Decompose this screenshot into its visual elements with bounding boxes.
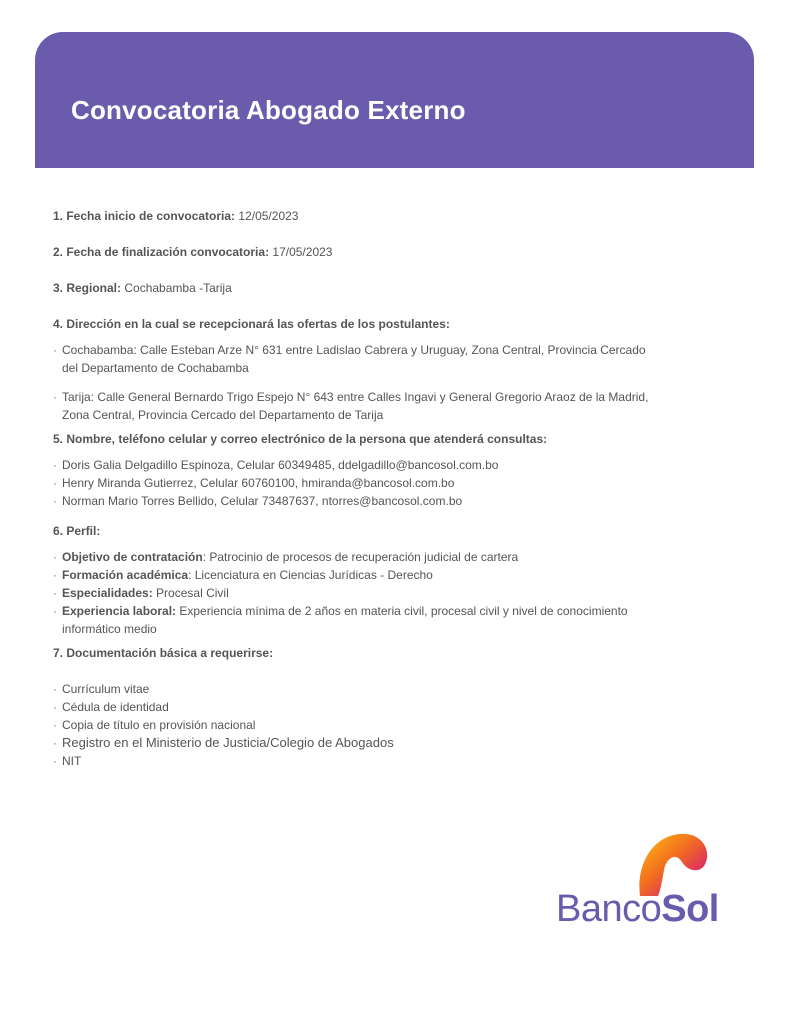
bullet: · — [53, 343, 57, 357]
profile-value: : Patrocinio de procesos de recuperación judicial de cartera — [202, 550, 519, 564]
section-label: 5. Nombre, teléfono celular y correo electrónico de la persona que atenderá consultas: — [53, 432, 548, 446]
list-item — [53, 566, 653, 584]
profile-value: Procesal Civil — [152, 586, 229, 600]
section-label: 2. Fecha de finalización convocatoria: — [53, 245, 270, 259]
section-label: 6. Perfil: — [53, 524, 101, 538]
section-end-date — [53, 243, 653, 261]
document-item: Registro en el Ministerio de Justicia/Colegio de Abogados — [62, 735, 394, 750]
section-value: Cochabamba -Tarija — [124, 281, 232, 295]
bullet: · — [53, 494, 57, 508]
bullet: · — [53, 754, 57, 768]
list-item — [53, 716, 653, 734]
section-label: 7. Documentación básica a requerirse: — [53, 646, 274, 660]
logo-text-banco: Banco — [556, 888, 662, 930]
bancosol-logo — [556, 830, 741, 935]
bullet: · — [53, 586, 57, 600]
section-label: 1. Fecha inicio de convocatoria: — [53, 209, 236, 223]
bullet: · — [53, 604, 57, 618]
list-item — [53, 680, 653, 698]
list-item — [53, 602, 653, 638]
profile-label: Formación académica — [62, 568, 189, 582]
contact-item: Henry Miranda Gutierrez, Celular 60760100, hmiranda@bancosol.com.bo — [62, 476, 455, 490]
header-banner — [35, 32, 754, 168]
list-item — [53, 456, 653, 474]
document-item: Copia de título en provisión nacional — [62, 718, 256, 732]
document-item: Currículum vitae — [62, 682, 150, 696]
bullet: · — [53, 390, 57, 404]
document-item: Cédula de identidad — [62, 700, 169, 714]
bullet: · — [53, 718, 57, 732]
bullet: · — [53, 550, 57, 564]
bullet: · — [53, 476, 57, 490]
list-item — [53, 548, 653, 566]
section-label: 4. Dirección en la cual se recepcionará las ofertas de los postulantes: — [53, 317, 450, 331]
section-profile — [53, 522, 653, 638]
section-address — [53, 315, 653, 424]
list-item — [53, 698, 653, 716]
document-item: NIT — [62, 754, 82, 768]
logo-text-sol: Sol — [661, 888, 719, 930]
list-item — [53, 752, 653, 770]
list-item — [53, 341, 653, 377]
list-item — [53, 388, 653, 424]
section-documents — [53, 644, 653, 770]
bullet: · — [53, 458, 57, 472]
list-item — [53, 492, 653, 510]
bullet: · — [53, 736, 57, 750]
profile-label: Experiencia laboral: — [62, 604, 177, 618]
address-tarija: Tarija: Calle General Bernardo Trigo Espejo N° 643 entre Calles Ingavi y General Gregorio Araoz de la Madrid, Zona Central, Provincia Cercado del Departamento de Tarija — [62, 390, 649, 422]
contact-item: Doris Galia Delgadillo Espinoza, Celular 60349485, ddelgadillo@bancosol.com.bo — [62, 458, 499, 472]
section-value: 12/05/2023 — [238, 209, 299, 223]
contact-item: Norman Mario Torres Bellido, Celular 73487637, ntorres@bancosol.com.bo — [62, 494, 463, 508]
list-item — [53, 584, 653, 602]
section-value: 17/05/2023 — [272, 245, 333, 259]
profile-label: Especialidades: — [62, 586, 153, 600]
section-label: 3. Regional: — [53, 281, 122, 295]
bullet: · — [53, 568, 57, 582]
section-regional — [53, 279, 653, 297]
list-item — [53, 474, 653, 492]
bullet: · — [53, 682, 57, 696]
section-start-date — [53, 207, 653, 225]
logo-text — [556, 888, 719, 931]
document-body — [53, 207, 653, 770]
profile-value: : Licenciatura en Ciencias Jurídicas - Derecho — [188, 568, 433, 582]
bullet: · — [53, 700, 57, 714]
page-title: Convocatoria Abogado Externo — [71, 95, 466, 125]
section-contacts — [53, 430, 653, 510]
profile-value: Experiencia mínima de 2 años en materia civil, procesal civil y nivel de conocimiento informático medio — [62, 604, 628, 636]
list-item — [53, 734, 653, 752]
address-cochabamba: Cochabamba: Calle Esteban Arze N° 631 entre Ladislao Cabrera y Uruguay, Zona Central, Provincia Cercado del Departamento de Cochabamba — [62, 343, 646, 375]
profile-label: Objetivo de contratación — [62, 550, 203, 564]
